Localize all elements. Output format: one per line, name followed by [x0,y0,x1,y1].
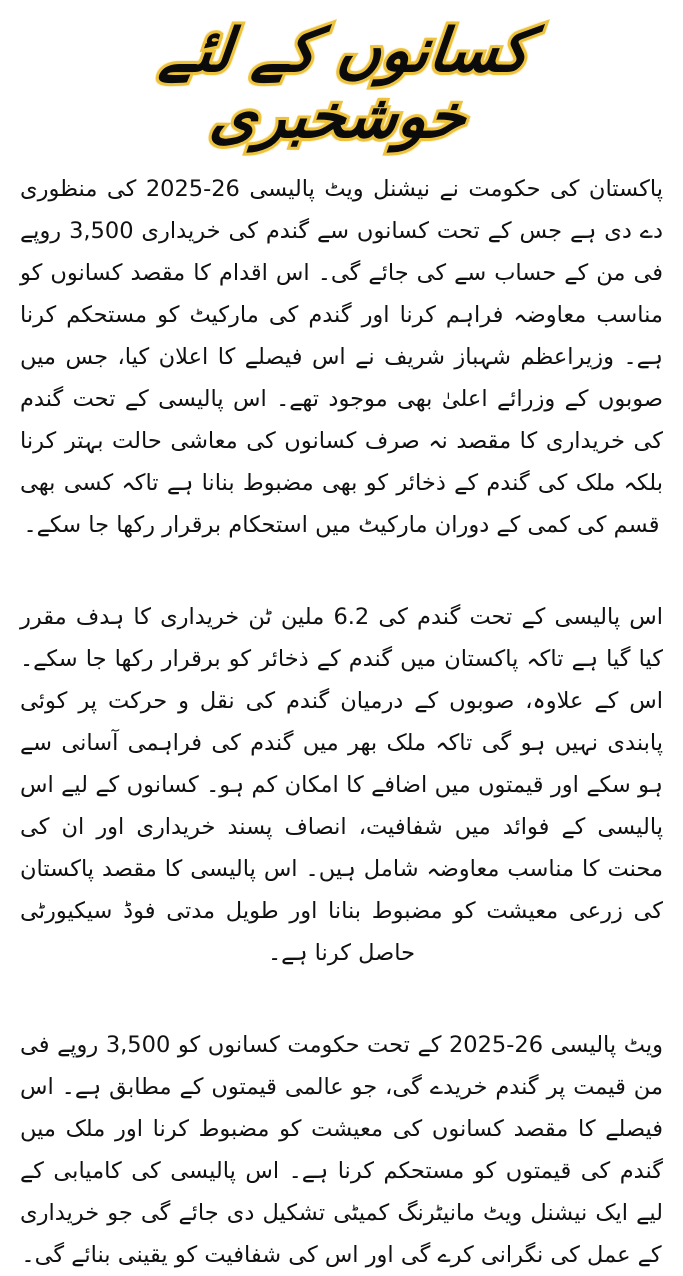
article-body [20,168,663,1276]
paragraph-monitoring-committee: ویٹ پالیسی 26-2025 کے تحت حکومت کسانوں کو 3,500 روپے فی من قیمت پر گندم خریدے گی، جو عالمی قیمتوں کے مطابق ہے۔ اس فیصلے کا مقصد کسانوں کی معیشت کو مضبوط کرنا اور ملک میں گندم کی قیمتوں کو مستحکم کرنا ہے۔ اس پالیسی کی کامیابی کے لیے ایک نیشنل ویٹ مانیٹرنگ کمیٹی تشکیل دی جائے گی جو خریداری کے عمل کی نگرانی کرے گی اور اس کی شفافیت کو یقینی بنائے گی۔ [20,1032,663,1268]
paragraph-policy-approval: پاکستان کی حکومت نے نیشنل ویٹ پالیسی 26-2025 کی منظوری دے دی ہے جس کے تحت کسانوں سے گندم کی خریداری 3,500 روپے فی من کے حساب سے کی جائے گی۔ اس اقدام کا مقصد کسانوں کو مناسب معاوضہ فراہم کرنا اور گندم کی مارکیٹ کو مستحکم کرنا ہے۔ وزیراعظم شہباز شریف نے اس فیصلے کا اعلان کیا، جس میں صوبوں کے وزرائے اعلیٰ بھی موجود تھے۔ اس پالیسی کے تحت گندم کی خریداری کا مقصد نہ صرف کسانوں کی معاشی حالت بہتر کرنا بلکہ ملک کی گندم کے ذخائر کو بھی مضبوط بنانا ہے تاکہ کسی بھی قسم کی کمی کے دوران مارکیٹ میں استحکام برقرار رکھا جا سکے۔ [20,176,663,538]
headline-container [20,16,663,152]
page-title: کسانوں کے لئے خوشخبری [156,16,534,152]
paragraph-procurement-target: اس پالیسی کے تحت گندم کی 6.2 ملین ٹن خریداری کا ہدف مقرر کیا گیا ہے تاکہ پاکستان میں گندم کے ذخائر کو برقرار رکھا جا سکے۔ اس کے علاوہ، صوبوں کے درمیان گندم کی نقل و حرکت پر کوئی پابندی نہیں ہو گی تاکہ ملک بھر میں گندم کی فراہمی آسانی سے ہو سکے اور قیمتوں میں اضافے کا امکان کم ہو۔ کسانوں کے لیے اس پالیسی کے فوائد میں شفافیت، انصاف پسند خریداری اور ان کی محنت کا مناسب معاوضہ شامل ہیں۔ اس پالیسی کا مقصد پاکستان کی زرعی معیشت کو مضبوط بنانا اور طویل مدتی فوڈ سیکیورٹی حاصل کرنا ہے۔ [20,604,663,966]
